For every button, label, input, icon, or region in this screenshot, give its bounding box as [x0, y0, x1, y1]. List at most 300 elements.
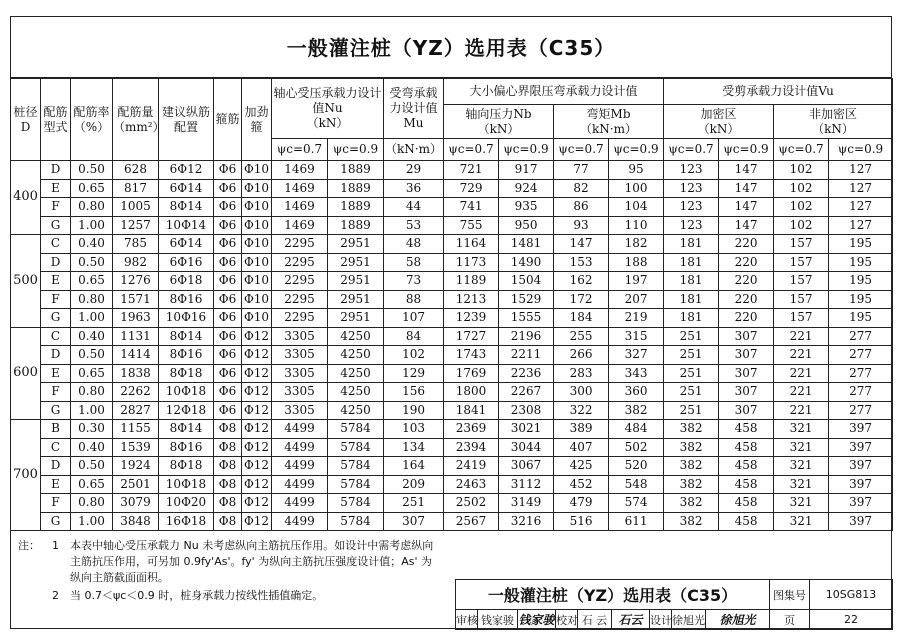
table-cell: 221 — [774, 327, 829, 346]
pile-diameter: 700 — [11, 420, 41, 531]
header-psi: ψc=0.7 — [664, 139, 719, 161]
table-cell: 251 — [384, 494, 444, 513]
table-cell: 221 — [774, 383, 829, 402]
header-psi: ψc=0.9 — [719, 139, 774, 161]
notes — [18, 538, 438, 604]
table-cell: 1.00 — [71, 216, 113, 235]
table-cell: 1469 — [272, 179, 328, 198]
table-cell: 307 — [719, 327, 774, 346]
table-cell: 0.40 — [71, 327, 113, 346]
table-cell: 397 — [829, 438, 893, 457]
table-cell: 88 — [384, 290, 444, 309]
table-cell: E — [41, 475, 71, 494]
table-cell: 127 — [829, 216, 893, 235]
table-cell: 221 — [774, 401, 829, 420]
table-cell: Φ6 — [214, 309, 242, 328]
header-psi: ψc=0.9 — [829, 139, 893, 161]
table-row — [11, 253, 893, 272]
table-cell: 8Φ14 — [159, 198, 214, 217]
table-cell: 2308 — [499, 401, 554, 420]
checker-name: 石 云 — [578, 610, 612, 630]
table-cell: 721 — [444, 161, 499, 180]
table-cell: Φ12 — [242, 438, 272, 457]
header-shear: 受剪承载力设计值Vu — [664, 79, 893, 105]
table-cell: 1469 — [272, 198, 328, 217]
table-cell: 0.80 — [71, 290, 113, 309]
table-cell: 516 — [554, 512, 609, 531]
table-cell: 6Φ18 — [159, 272, 214, 291]
table-cell: Φ6 — [214, 253, 242, 272]
table-cell: Φ12 — [242, 364, 272, 383]
table-cell: 741 — [444, 198, 499, 217]
table-cell: 458 — [719, 438, 774, 457]
table-cell: 548 — [609, 475, 664, 494]
table-cell: 484 — [609, 420, 664, 439]
table-cell: 2295 — [272, 253, 328, 272]
table-cell: 2951 — [328, 253, 384, 272]
page-title: 一般灌注桩（YZ）选用表（C35） — [10, 16, 892, 78]
table-cell: 8Φ18 — [159, 457, 214, 476]
table-cell: 307 — [719, 401, 774, 420]
table-cell: Φ12 — [242, 327, 272, 346]
header-psi: ψc=0.7 — [554, 139, 609, 161]
table-cell: 950 — [499, 216, 554, 235]
designer-signature: 徐旭光 — [706, 610, 770, 630]
table-cell: 220 — [719, 253, 774, 272]
table-cell: 3067 — [499, 457, 554, 476]
table-cell: 102 — [774, 198, 829, 217]
table-cell: 382 — [664, 512, 719, 531]
table-cell: 520 — [609, 457, 664, 476]
table-cell: F — [41, 290, 71, 309]
table-cell: 220 — [719, 235, 774, 254]
table-cell: 4250 — [328, 383, 384, 402]
table-cell: 195 — [829, 272, 893, 291]
table-cell: 1.00 — [71, 309, 113, 328]
table-cell: 102 — [774, 179, 829, 198]
table-cell: 147 — [719, 198, 774, 217]
table-cell: 1490 — [499, 253, 554, 272]
table-cell: 0.30 — [71, 420, 113, 439]
table-cell: 2295 — [272, 290, 328, 309]
table-cell: Φ12 — [242, 420, 272, 439]
table-row — [11, 512, 893, 531]
table-cell: 458 — [719, 512, 774, 531]
table-cell: 16Φ18 — [159, 512, 214, 531]
table-cell: 3149 — [499, 494, 554, 513]
table-cell: 195 — [829, 309, 893, 328]
table-cell: 1189 — [444, 272, 499, 291]
table-cell: Φ8 — [214, 512, 242, 531]
table-cell: 3112 — [499, 475, 554, 494]
table-cell: 209 — [384, 475, 444, 494]
table-cell: 0.40 — [71, 438, 113, 457]
header-psi: ψc=0.7 — [444, 139, 499, 161]
table-cell: Φ6 — [214, 401, 242, 420]
table-cell: 1.00 — [71, 512, 113, 531]
table-cell: 4250 — [328, 364, 384, 383]
table-cell: 251 — [664, 383, 719, 402]
table-cell: 2567 — [444, 512, 499, 531]
table-cell: 382 — [664, 494, 719, 513]
table-cell: 628 — [113, 161, 159, 180]
table-cell: 220 — [719, 272, 774, 291]
table-cell: 6Φ14 — [159, 179, 214, 198]
table-cell: 2419 — [444, 457, 499, 476]
table-cell: 181 — [664, 253, 719, 272]
table-cell: 307 — [384, 512, 444, 531]
table-cell: 207 — [609, 290, 664, 309]
table-cell: 322 — [554, 401, 609, 420]
title-block — [455, 579, 893, 630]
table-cell: 0.65 — [71, 179, 113, 198]
table-cell: 2267 — [499, 383, 554, 402]
table-cell: 86 — [554, 198, 609, 217]
table-cell: 935 — [499, 198, 554, 217]
title-block-title: 一般灌注桩（YZ）选用表（C35） — [456, 580, 770, 610]
table-cell: 1555 — [499, 309, 554, 328]
table-cell: 100 — [609, 179, 664, 198]
atlas-label: 图集号 — [770, 580, 810, 610]
table-cell: 164 — [384, 457, 444, 476]
table-cell: 53 — [384, 216, 444, 235]
table-cell: 95 — [609, 161, 664, 180]
table-cell: 458 — [719, 457, 774, 476]
table-cell: 5784 — [328, 475, 384, 494]
table-cell: Φ8 — [214, 494, 242, 513]
table-cell: Φ10 — [242, 253, 272, 272]
table-cell: 8Φ14 — [159, 327, 214, 346]
table-cell: 1743 — [444, 346, 499, 365]
table-row — [11, 494, 893, 513]
table-cell: 266 — [554, 346, 609, 365]
designer-name: 徐旭光 — [672, 610, 706, 630]
table-cell: Φ10 — [242, 272, 272, 291]
table-cell: Φ6 — [214, 179, 242, 198]
table-cell: 3305 — [272, 364, 328, 383]
table-cell: 1164 — [444, 235, 499, 254]
table-cell: 251 — [664, 327, 719, 346]
table-cell: 123 — [664, 161, 719, 180]
table-cell: 127 — [829, 179, 893, 198]
note-number: 2 — [52, 588, 59, 602]
table-cell: 4499 — [272, 438, 328, 457]
table-cell: 8Φ16 — [159, 438, 214, 457]
table-cell: Φ12 — [242, 346, 272, 365]
table-row — [11, 309, 893, 328]
table-cell: 382 — [664, 475, 719, 494]
table-cell: 181 — [664, 235, 719, 254]
table-cell: 277 — [829, 346, 893, 365]
table-cell: 4499 — [272, 494, 328, 513]
table-cell: 10Φ16 — [159, 309, 214, 328]
table-cell: 8Φ16 — [159, 346, 214, 365]
table-cell: 729 — [444, 179, 499, 198]
table-cell: 2951 — [328, 309, 384, 328]
table-cell: 277 — [829, 401, 893, 420]
table-cell: 1800 — [444, 383, 499, 402]
table-cell: 502 — [609, 438, 664, 457]
table-cell: Φ12 — [242, 383, 272, 402]
table-cell: 0.40 — [71, 235, 113, 254]
table-cell: 181 — [664, 309, 719, 328]
table-cell: 611 — [609, 512, 664, 531]
header-bend: 受弯承载力设计值Mu — [384, 79, 444, 139]
table-cell: 1481 — [499, 235, 554, 254]
table-cell: 156 — [384, 383, 444, 402]
header-rebar-type: 配筋型式 — [41, 79, 71, 161]
table-cell: 220 — [719, 290, 774, 309]
table-cell: Φ10 — [242, 179, 272, 198]
table-cell: 6Φ12 — [159, 161, 214, 180]
table-cell: 0.50 — [71, 161, 113, 180]
table-cell: 157 — [774, 309, 829, 328]
header-ecc-axial: 轴向压力Nb （kN） — [444, 105, 554, 139]
table-cell: 1727 — [444, 327, 499, 346]
table-cell: 2369 — [444, 420, 499, 439]
table-cell: 3305 — [272, 346, 328, 365]
pile-diameter: 500 — [11, 235, 41, 328]
table-cell: 0.65 — [71, 364, 113, 383]
table-cell: 327 — [609, 346, 664, 365]
table-cell: 1529 — [499, 290, 554, 309]
table-cell: 127 — [829, 161, 893, 180]
table-cell: 104 — [609, 198, 664, 217]
table-cell: 1131 — [113, 327, 159, 346]
table-cell: Φ8 — [214, 438, 242, 457]
table-cell: Φ6 — [214, 346, 242, 365]
table-cell: 129 — [384, 364, 444, 383]
table-cell: 2463 — [444, 475, 499, 494]
table-cell: 6Φ14 — [159, 235, 214, 254]
table-cell: 6Φ16 — [159, 253, 214, 272]
table-cell: 1841 — [444, 401, 499, 420]
table-cell: 1239 — [444, 309, 499, 328]
table-cell: 2211 — [499, 346, 554, 365]
table-cell: 924 — [499, 179, 554, 198]
table-cell: 917 — [499, 161, 554, 180]
table-cell: 10Φ18 — [159, 475, 214, 494]
table-cell: 452 — [554, 475, 609, 494]
header-stirrup: 箍筋 — [214, 79, 242, 161]
table-row — [11, 457, 893, 476]
header-ratio: 配筋率 （%） — [71, 79, 113, 161]
table-cell: 0.50 — [71, 253, 113, 272]
table-cell: 4499 — [272, 475, 328, 494]
table-cell: 157 — [774, 272, 829, 291]
table-cell: Φ10 — [242, 290, 272, 309]
header-shear-nondense: 非加密区 （kN） — [774, 105, 893, 139]
table-cell: 4499 — [272, 457, 328, 476]
table-cell: 785 — [113, 235, 159, 254]
table-cell: 251 — [664, 346, 719, 365]
table-cell: 184 — [554, 309, 609, 328]
table-cell: Φ6 — [214, 272, 242, 291]
table-cell: 321 — [774, 420, 829, 439]
table-cell: Φ8 — [214, 457, 242, 476]
table-cell: Φ10 — [242, 309, 272, 328]
table-cell: 382 — [664, 457, 719, 476]
table-cell: 255 — [554, 327, 609, 346]
table-cell: 2951 — [328, 290, 384, 309]
table-cell: 123 — [664, 216, 719, 235]
page-label: 页 — [770, 610, 810, 630]
table-cell: 172 — [554, 290, 609, 309]
table-cell: 321 — [774, 438, 829, 457]
table-cell: 1889 — [328, 179, 384, 198]
table-cell: 307 — [719, 364, 774, 383]
table-row — [11, 346, 893, 365]
table-cell: 0.50 — [71, 346, 113, 365]
table-cell: 195 — [829, 253, 893, 272]
table-row — [11, 272, 893, 291]
table-cell: 343 — [609, 364, 664, 383]
table-cell: 107 — [384, 309, 444, 328]
table-cell: 2295 — [272, 235, 328, 254]
table-cell: 102 — [774, 216, 829, 235]
table-cell: 3079 — [113, 494, 159, 513]
table-cell: Φ6 — [214, 198, 242, 217]
check-label: 校对 — [556, 610, 578, 630]
table-cell: 123 — [664, 179, 719, 198]
table-cell: 93 — [554, 216, 609, 235]
table-cell: 2196 — [499, 327, 554, 346]
table-cell: 110 — [609, 216, 664, 235]
table-body — [11, 161, 893, 531]
table-cell: 407 — [554, 438, 609, 457]
table-cell: 251 — [664, 401, 719, 420]
table-cell: 162 — [554, 272, 609, 291]
table-cell: 195 — [829, 235, 893, 254]
table-cell: C — [41, 327, 71, 346]
table-row — [11, 216, 893, 235]
table-cell: 220 — [719, 309, 774, 328]
checker-signature: 石云 — [612, 610, 650, 630]
table-cell: Φ8 — [214, 420, 242, 439]
table-cell: 147 — [719, 161, 774, 180]
reviewer-name: 钱家骏 — [478, 610, 518, 630]
table-cell: 58 — [384, 253, 444, 272]
table-row — [11, 383, 893, 402]
table-cell: 103 — [384, 420, 444, 439]
pile-selection-table — [10, 78, 893, 531]
table-cell: 277 — [829, 364, 893, 383]
table-row — [11, 364, 893, 383]
table-row — [11, 290, 893, 309]
table-cell: 5784 — [328, 494, 384, 513]
table-cell: 1889 — [328, 216, 384, 235]
table-cell: 3044 — [499, 438, 554, 457]
table-cell: 1769 — [444, 364, 499, 383]
table-cell: 425 — [554, 457, 609, 476]
table-cell: Φ12 — [242, 494, 272, 513]
header-amount: 配筋量 （mm²） — [113, 79, 159, 161]
table-cell: 283 — [554, 364, 609, 383]
table-cell: 321 — [774, 512, 829, 531]
table-cell: 0.50 — [71, 457, 113, 476]
table-cell: Φ6 — [214, 290, 242, 309]
table-row — [11, 420, 893, 439]
table-cell: 102 — [384, 346, 444, 365]
table-cell: 5784 — [328, 438, 384, 457]
table-cell: Φ6 — [214, 216, 242, 235]
table-cell: E — [41, 272, 71, 291]
table-cell: 4250 — [328, 327, 384, 346]
reviewer-signature: 钱家骏 — [518, 610, 556, 630]
table-cell: 147 — [719, 216, 774, 235]
table-cell: 479 — [554, 494, 609, 513]
table-cell: E — [41, 179, 71, 198]
table-cell: 1213 — [444, 290, 499, 309]
table-cell: 5784 — [328, 512, 384, 531]
table-cell: Φ10 — [242, 161, 272, 180]
pile-diameter: 400 — [11, 161, 41, 235]
table-cell: 397 — [829, 475, 893, 494]
table-row — [11, 401, 893, 420]
table-cell: G — [41, 216, 71, 235]
table-cell: 1257 — [113, 216, 159, 235]
table-cell: 4499 — [272, 512, 328, 531]
table-cell: 1571 — [113, 290, 159, 309]
header-bend-unit: （kN·m） — [384, 139, 444, 161]
table-cell: 3848 — [113, 512, 159, 531]
table-cell: 0.65 — [71, 272, 113, 291]
table-cell: 5784 — [328, 457, 384, 476]
table-cell: 8Φ18 — [159, 364, 214, 383]
table-cell: 300 — [554, 383, 609, 402]
table-cell: Φ8 — [214, 475, 242, 494]
table-cell: 3305 — [272, 401, 328, 420]
table-cell: 147 — [719, 179, 774, 198]
table-cell: 382 — [664, 420, 719, 439]
table-cell: 1924 — [113, 457, 159, 476]
header-shear-dense: 加密区 （kN） — [664, 105, 774, 139]
table-cell: 382 — [664, 438, 719, 457]
table-cell: 397 — [829, 512, 893, 531]
table-cell: 307 — [719, 383, 774, 402]
table-cell: 5784 — [328, 420, 384, 439]
review-label: 审核 — [456, 610, 478, 630]
table-cell: F — [41, 198, 71, 217]
table-cell: 0.80 — [71, 383, 113, 402]
table-cell: Φ10 — [242, 216, 272, 235]
table-cell: 458 — [719, 420, 774, 439]
table-cell: G — [41, 401, 71, 420]
note-number: 1 — [52, 539, 59, 552]
table-cell: 4250 — [328, 346, 384, 365]
table-cell: 3305 — [272, 327, 328, 346]
table-cell: 817 — [113, 179, 159, 198]
table-cell: 2951 — [328, 235, 384, 254]
table-cell: 315 — [609, 327, 664, 346]
table-cell: 1539 — [113, 438, 159, 457]
table-cell: 458 — [719, 494, 774, 513]
table-cell: 221 — [774, 346, 829, 365]
table-cell: Φ12 — [242, 401, 272, 420]
table-cell: 29 — [384, 161, 444, 180]
table-cell: 102 — [774, 161, 829, 180]
header-psi: ψc=0.9 — [499, 139, 554, 161]
table-cell: 10Φ14 — [159, 216, 214, 235]
table-cell: 2295 — [272, 309, 328, 328]
table-cell: 2951 — [328, 272, 384, 291]
table-cell: 307 — [719, 346, 774, 365]
design-label: 设计 — [650, 610, 672, 630]
table-cell: 382 — [609, 401, 664, 420]
table-cell: 2501 — [113, 475, 159, 494]
table-cell: 188 — [609, 253, 664, 272]
table-cell: 123 — [664, 198, 719, 217]
